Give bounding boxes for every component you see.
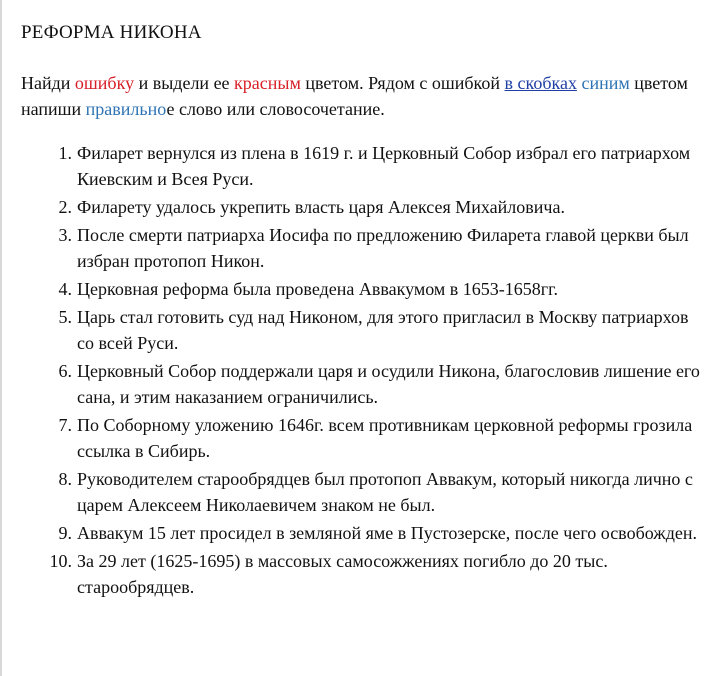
item-number: 5. — [58, 307, 72, 327]
item-number: 4. — [58, 279, 72, 299]
intro-word-error: ошибку — [74, 73, 135, 93]
intro-text-5: цветом напиши — [21, 73, 688, 119]
list-item — [0, 222, 700, 274]
list-item — [0, 358, 700, 410]
item-text: Царь стал готовить суд над Никоном, для этого пригласил в Москву патриархов со всей Руси. — [77, 307, 689, 353]
item-number: 10. — [49, 551, 72, 571]
list-item — [0, 304, 700, 356]
list-item — [0, 412, 700, 464]
page-title: РЕФОРМА НИКОНА — [21, 22, 202, 43]
instructions — [21, 70, 701, 122]
intro-text-3: цветом. Рядом с ошибкой — [300, 73, 505, 93]
item-text: Филарет вернулся из плена в 1619 г. и Церковный Собор избрал его патриархом Киевским и Всея Руси. — [77, 143, 691, 189]
item-text: За 29 лет (1625-1695) в массовых самосожжениях погибло до 20 тыс. старообрядцев. — [77, 551, 608, 597]
item-number: 2. — [58, 197, 72, 217]
list-item — [0, 276, 700, 302]
task-list — [0, 140, 700, 602]
intro-word-red: красным — [234, 73, 301, 93]
intro-text-2: и выдели ее — [134, 73, 235, 93]
item-text: После смерти патриарха Иосифа по предложению Филарета главой церкви был избран протопоп Никон. — [77, 225, 689, 271]
item-number: 9. — [58, 523, 72, 543]
list-item — [0, 520, 700, 546]
item-text: По Соборному уложению 1646г. всем противникам церковной реформы грозила ссылка в Сибирь. — [77, 415, 693, 461]
item-text: Руководителем старообрядцев был протопоп Аввакум, который никогда лично с царем Алексеем Николаевичем знаком не был. — [77, 469, 693, 515]
intro-text-1: Найди — [21, 73, 75, 93]
item-number: 6. — [58, 361, 72, 381]
list-item — [0, 140, 700, 192]
item-number: 8. — [58, 469, 72, 489]
intro-in-brackets: в скобках — [504, 73, 577, 93]
intro-word-correct: правильно — [85, 99, 167, 119]
list-item — [0, 194, 700, 220]
item-text: Церковная реформа была проведена Аввакумом в 1653-1658гг. — [77, 279, 559, 299]
list-item — [0, 466, 700, 518]
item-text: Аввакум 15 лет просидел в земляной яме в Пустозерске, после чего освобожден. — [77, 523, 697, 543]
item-text: Церковный Собор поддержали царя и осудили Никона, благословив лишение его сана, и этим наказанием ограничились. — [77, 361, 700, 407]
item-number: 7. — [58, 415, 72, 435]
item-number: 3. — [58, 225, 72, 245]
item-number: 1. — [58, 143, 72, 163]
item-text: Филарету удалось укрепить власть царя Алексея Михайловича. — [77, 197, 565, 217]
intro-text-6: е слово или словосочетание. — [166, 99, 385, 119]
list-item — [0, 548, 700, 600]
intro-word-blue: синим — [581, 73, 630, 93]
